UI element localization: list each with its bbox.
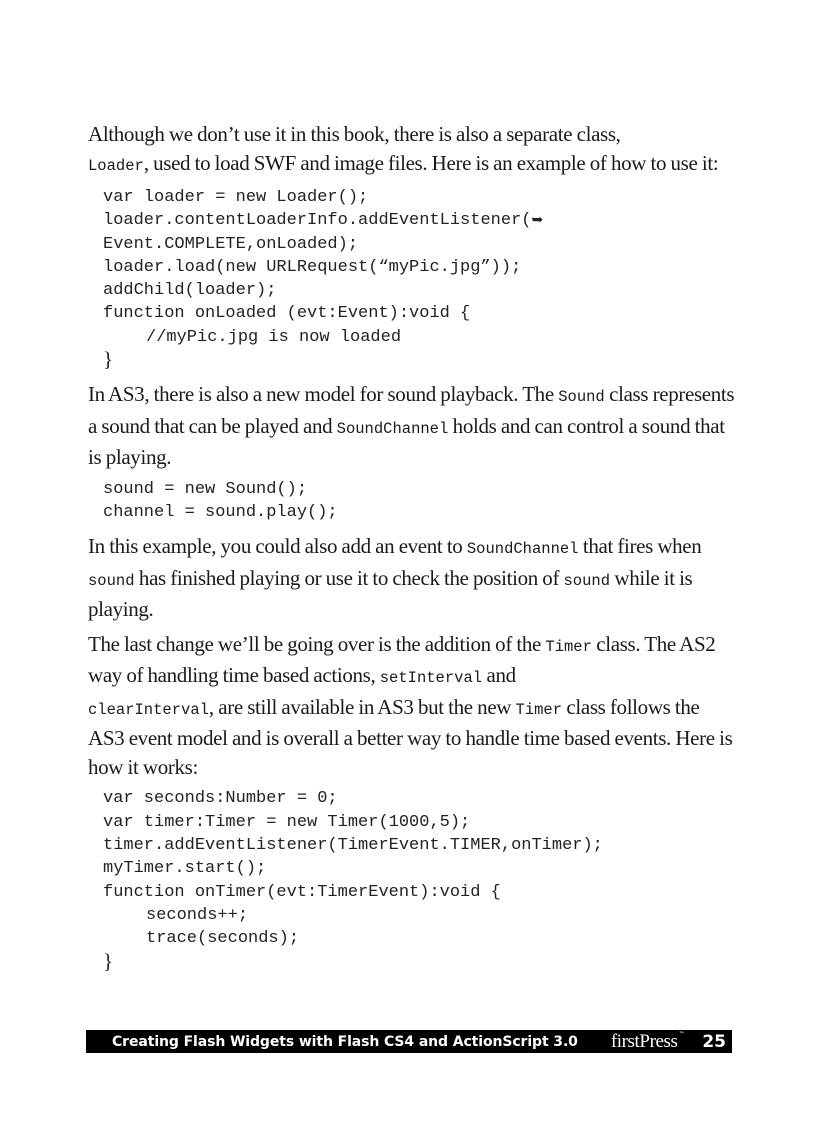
- inline-code: sound: [88, 571, 135, 590]
- inline-code: SoundChannel: [466, 540, 579, 559]
- trademark-mark: ™: [678, 1030, 685, 1038]
- line-continuation-icon: ➥: [531, 212, 544, 229]
- code-block-timer: [103, 787, 738, 973]
- inline-code: sound: [563, 571, 610, 590]
- inline-code: clearInterval: [88, 700, 209, 719]
- code-line: var timer:Timer = new Timer(1000,5);: [103, 812, 471, 832]
- code-line: }: [103, 948, 114, 973]
- code-line: }: [103, 347, 114, 372]
- code-block-sound: [103, 478, 738, 525]
- page-number: 25: [702, 1031, 726, 1052]
- code-line: //myPic.jpg is now loaded: [146, 327, 402, 347]
- code-line: channel = sound.play();: [103, 503, 338, 523]
- paragraph-sound: In AS3, there is also a new model for sound playback. The Sound class represents a sound that can be played and SoundChannel holds and can control a sound that is playing.: [88, 382, 735, 470]
- paragraph-soundchannel: In this example, you could also add an event to SoundChannel that fires when sound has finished playing or use it to check the position of sound while it is playing.: [88, 534, 702, 622]
- code-line: loader.load(new URLRequest(“myPic.jpg”));: [103, 257, 522, 277]
- inline-code: Loader: [88, 156, 144, 175]
- code-line: timer.addEventListener(TimerEvent.TIMER,onTimer);: [103, 836, 603, 856]
- inline-code: Timer: [545, 637, 592, 656]
- code-block-loader: [103, 186, 738, 372]
- publisher-logo: firstPress™: [610, 1030, 685, 1052]
- code-line: function onTimer(evt:TimerEvent):void {: [103, 882, 501, 902]
- book-title: Creating Flash Widgets with Flash CS4 and ActionScript 3.0: [112, 1033, 578, 1050]
- code-line: addChild(loader);: [103, 281, 277, 301]
- inline-code: setInterval: [379, 669, 483, 688]
- inline-code: SoundChannel: [336, 419, 449, 438]
- page-footer: [86, 1030, 732, 1053]
- code-line: var loader = new Loader();: [103, 188, 369, 207]
- inline-code: Timer: [515, 700, 563, 719]
- inline-code: Sound: [558, 388, 605, 407]
- paragraph-loader-intro: Although we don’t use it in this book, there is also a separate class, Loader, used to load SWF and image files. Here is an example of how to use it:: [88, 122, 719, 175]
- code-line: sound = new Sound();: [103, 479, 308, 499]
- page-body: [88, 120, 738, 982]
- code-line: function onLoaded (evt:Event):void {: [103, 304, 471, 324]
- code-line: var seconds:Number = 0;: [103, 789, 338, 809]
- paragraph-timer: The last change we’ll be going over is the addition of the Timer class. The AS2 way of handling time based actions, setInterval and clearInterval, are still available in AS3 but the new Timer class follows the AS3 event model and is overall a better way to handle time based events. Here is how it works:: [88, 631, 733, 779]
- code-line: trace(seconds);: [146, 929, 300, 949]
- code-line: loader.contentLoaderInfo.addEventListener(➥: [103, 211, 544, 231]
- code-line: Event.COMPLETE,onLoaded);: [103, 234, 359, 254]
- code-line: myTimer.start();: [103, 859, 267, 879]
- code-line: seconds++;: [146, 905, 249, 925]
